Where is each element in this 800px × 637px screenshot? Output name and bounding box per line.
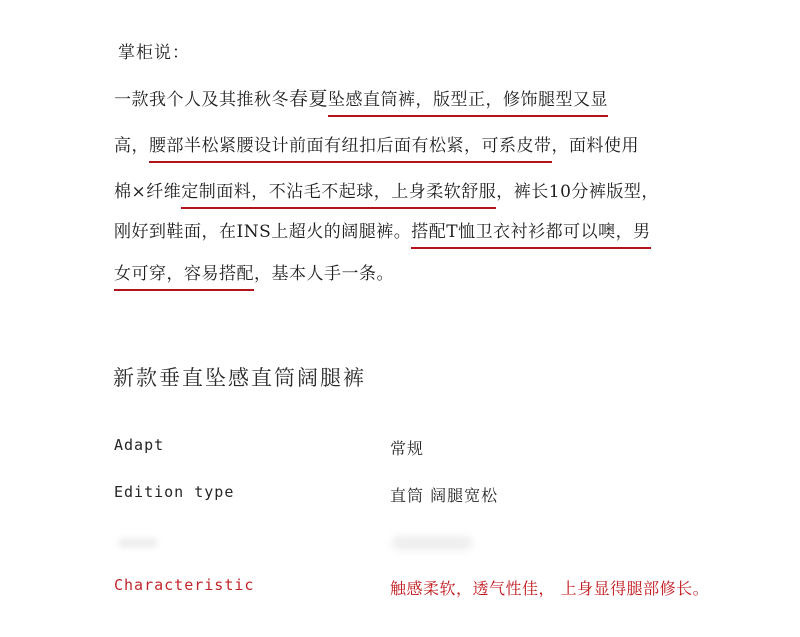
intro-text-segment: 一款我个人及其推: [114, 90, 254, 110]
faded-spec-row: [0, 532, 800, 556]
intro-line-3: [114, 177, 659, 209]
intro-line-4: [114, 217, 651, 249]
spec-value-characteristic: 触感柔软，透气性佳， 上身显得腿部修长。: [390, 579, 710, 598]
intro-text-segment: 棉×纤维: [114, 182, 182, 202]
underlined-phrase: 定制面料，不沾毛不起球，上身柔软舒服: [181, 177, 496, 209]
intro-line-5: [114, 259, 394, 291]
underlined-phrase: 坠感直筒裤，: [328, 85, 433, 117]
underlined-phrase: 搭配T恤卫衣衬衫都可以噢，男: [411, 217, 650, 249]
spec-row-adapt: [0, 436, 800, 462]
intro-text-segment: 高，: [114, 136, 149, 156]
spec-key-characteristic: Characteristic: [114, 576, 255, 594]
intro-text-segment: 刚好到鞋面，在INS上超火的阔腿裤。: [114, 222, 412, 242]
intro-line-2: [114, 131, 639, 163]
spec-key-adapt: Adapt: [114, 436, 165, 454]
underlined-phrase: 版型正，: [433, 85, 503, 117]
intro-text-segment: ，裤长10分裤版型，: [496, 182, 659, 202]
intro-text-segment: ，面料使用: [551, 136, 639, 156]
intro-text-segment: 春夏: [289, 88, 329, 110]
underlined-phrase: 腰部半松紧腰设计前面有纽扣后面有松紧，可系皮带: [149, 131, 552, 163]
spec-key-edition-type: Edition type: [114, 483, 235, 501]
spec-row-characteristic: [0, 576, 800, 602]
spec-value-edition-type: 直筒 阔腿宽松: [390, 486, 499, 505]
underlined-phrase: 女可穿，容易搭配: [114, 259, 254, 291]
faded-text-key: [118, 538, 158, 548]
underlined-phrase: 修饰腿型又显: [503, 85, 608, 117]
intro-line-1: [114, 84, 608, 117]
spec-value-adapt: 常规: [390, 439, 425, 458]
product-title: 新款垂直坠感直筒阔腿裤: [113, 366, 366, 390]
spec-row-edition-type: [0, 483, 800, 509]
intro-text-segment: 秋冬: [254, 90, 289, 110]
intro-text-segment: ，基本人手一条。: [254, 264, 394, 284]
shopkeeper-says-label: 掌柜说：: [118, 43, 190, 63]
faded-text-value: [392, 536, 472, 550]
